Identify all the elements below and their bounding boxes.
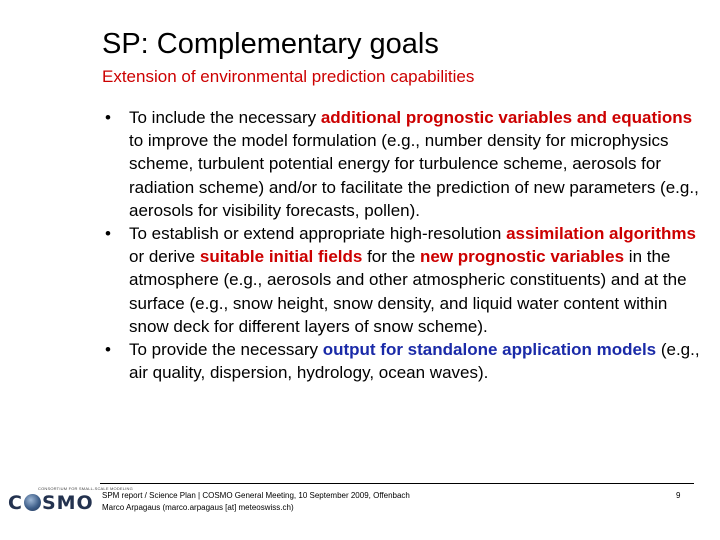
bullet-text: in the atmosphere (e.g., aerosols and other atmospheric constituents) and at the surface (e.g., snow height, snow density, and liquid water content within snow deck for different layers of snow scheme). [129, 247, 687, 336]
logo-wordmark [8, 492, 94, 514]
highlight-red: new prognostic variables [420, 247, 625, 267]
logo-text-post: SMO [41, 492, 94, 514]
slide-title: SP: Complementary goals [102, 28, 439, 60]
bullet-text: To provide the necessary [129, 340, 323, 360]
bullet-item [105, 338, 700, 384]
highlight-blue: output for standalone application models [322, 340, 657, 360]
bullet-text: To establish or extend appropriate high-resolution [129, 224, 507, 244]
footer [102, 490, 692, 514]
slide-subtitle: Extension of environmental prediction capabilities [102, 67, 475, 86]
bullet-marker: • [105, 340, 111, 360]
logo-text-pre: C [8, 492, 23, 514]
bullet-text: for the [362, 247, 420, 267]
bullet-item [105, 106, 700, 222]
cosmo-logo [8, 486, 133, 516]
bullet-list [105, 106, 700, 384]
bullet-text: (e.g., air quality, dispersion, hydrology, ocean waves). [129, 340, 700, 383]
highlight-red: assimilation algorithms [506, 224, 696, 244]
bullet-item [105, 222, 700, 338]
page-number: 9 [676, 491, 681, 500]
bullet-marker: • [105, 108, 111, 127]
bullet-text: To include the necessary [129, 108, 321, 127]
bullet-text: or derive [129, 247, 200, 267]
bullet-marker: • [105, 224, 111, 244]
bullet-text: to improve the model formulation (e.g., number density for microphysics scheme, turbulent potential energy for turbulence scheme, aerosols for radiation scheme) and/or to facilitate the prediction of new parameters (e.g., aerosols for visibility forecasts, pollen). [129, 131, 699, 220]
footer-author: Marco Arpagaus (marco.arpagaus [at] meteoswiss.ch) [102, 503, 294, 512]
footer-divider [100, 483, 694, 484]
highlight-red: additional prognostic variables and equations [320, 108, 693, 127]
globe-icon [24, 494, 41, 511]
footer-meeting-info: SPM report / Science Plan | COSMO General Meeting, 10 September 2009, Offenbach [102, 491, 410, 500]
highlight-red: suitable initial fields [199, 247, 363, 267]
logo-subtext: CONSORTIUM FOR SMALL-SCALE MODELING [38, 486, 133, 491]
